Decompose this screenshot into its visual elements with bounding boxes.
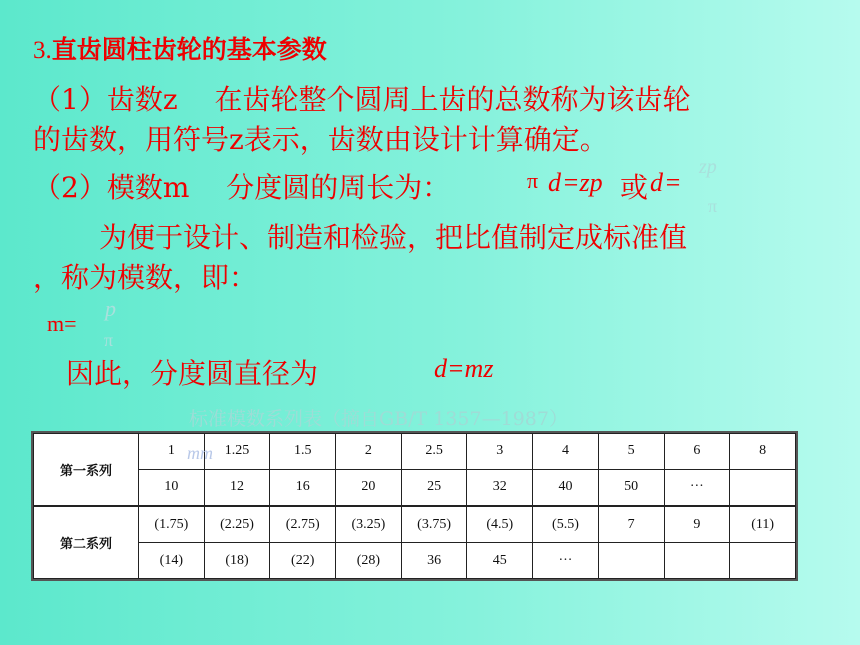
table-cell: (11) <box>730 506 796 543</box>
series2-label: 第二系列 <box>34 506 139 579</box>
table-cell: (3.25) <box>336 506 402 543</box>
heading-number: 3. <box>33 37 52 64</box>
table-cell: 12 <box>204 469 270 506</box>
module-lhs: m= <box>47 311 77 336</box>
heading-text: 直齿圆柱齿轮的基本参数 <box>51 35 327 64</box>
module-numerator: p <box>105 296 116 321</box>
formula-zp: =zp <box>562 168 603 197</box>
table-cell: 40 <box>533 469 599 506</box>
unit-label: mm <box>187 443 213 463</box>
formula-d: d <box>548 168 561 197</box>
table-cell <box>664 543 730 579</box>
table-cell: 5 <box>598 434 664 470</box>
table-row <box>34 543 796 579</box>
formula-eq2: = <box>664 168 682 197</box>
table-cell: 32 <box>467 469 533 506</box>
table-cell: (3.75) <box>401 506 467 543</box>
table-cell: 25 <box>401 469 467 506</box>
table-caption: 标准模数系列表（摘自GB/T 1357—1987） <box>189 408 568 430</box>
table-cell: (18) <box>204 543 270 579</box>
para2-line2: 为便于设计、制造和检验，把比值制定成标准值 <box>99 221 688 254</box>
table-row <box>34 434 796 470</box>
module-denominator: π <box>104 330 114 350</box>
table-cell: 4 <box>533 434 599 470</box>
table-cell: (2.25) <box>204 506 270 543</box>
module-series-table <box>31 431 798 581</box>
table-row <box>34 469 796 506</box>
table-cell: 7 <box>598 506 664 543</box>
diameter-formula: d=mz <box>434 354 494 383</box>
table-cell <box>730 543 796 579</box>
table-cell: 36 <box>401 543 467 579</box>
table-row <box>34 506 796 543</box>
table-cell <box>598 543 664 579</box>
table-cell: 2 <box>336 434 402 470</box>
table-cell: (14) <box>139 543 205 579</box>
table-cell: 50 <box>598 469 664 506</box>
table-cell: (1.75) <box>139 506 205 543</box>
table-cell: 2.5 <box>401 434 467 470</box>
para1-line1: （1）齿数z 在齿轮整个圆周上齿的总数称为该齿轮 <box>33 83 691 116</box>
table-cell: (22) <box>270 543 336 579</box>
para1-line2: 的齿数，用符号z表示，齿数由设计计算确定。 <box>33 123 608 156</box>
table-cell: (5.5) <box>533 506 599 543</box>
table-cell: ··· <box>533 543 599 579</box>
section-heading <box>33 30 327 66</box>
table-cell: 1.5 <box>270 434 336 470</box>
table-cell: 20 <box>336 469 402 506</box>
table-cell: 8 <box>730 434 796 470</box>
pi-symbol: π <box>527 168 539 193</box>
table-cell: (4.5) <box>467 506 533 543</box>
formula-or: 或 <box>620 171 649 204</box>
table-cell: (28) <box>336 543 402 579</box>
table-cell: 10 <box>139 469 205 506</box>
table-cell <box>730 469 796 506</box>
table-cell: 3 <box>467 434 533 470</box>
diameter-text: 因此，分度圆直径为 <box>66 357 319 390</box>
table-cell: 16 <box>270 469 336 506</box>
fraction-numerator: zp <box>699 156 717 178</box>
fraction-denominator: π <box>708 196 718 216</box>
table-cell: 1.25 <box>204 434 270 470</box>
formula-d2: d <box>650 168 663 197</box>
table-cell: ··· <box>664 469 730 506</box>
table-cell: 9 <box>664 506 730 543</box>
table-cell: 45 <box>467 543 533 579</box>
table-cell: (2.75) <box>270 506 336 543</box>
series1-label: 第一系列 <box>34 434 139 506</box>
table-cell: 6 <box>664 434 730 470</box>
para2-line3: ，称为模数，即： <box>33 261 258 294</box>
table-cell: 1 <box>139 434 205 470</box>
para2-line1: （2）模数m 分度圆的周长为： <box>33 171 451 204</box>
